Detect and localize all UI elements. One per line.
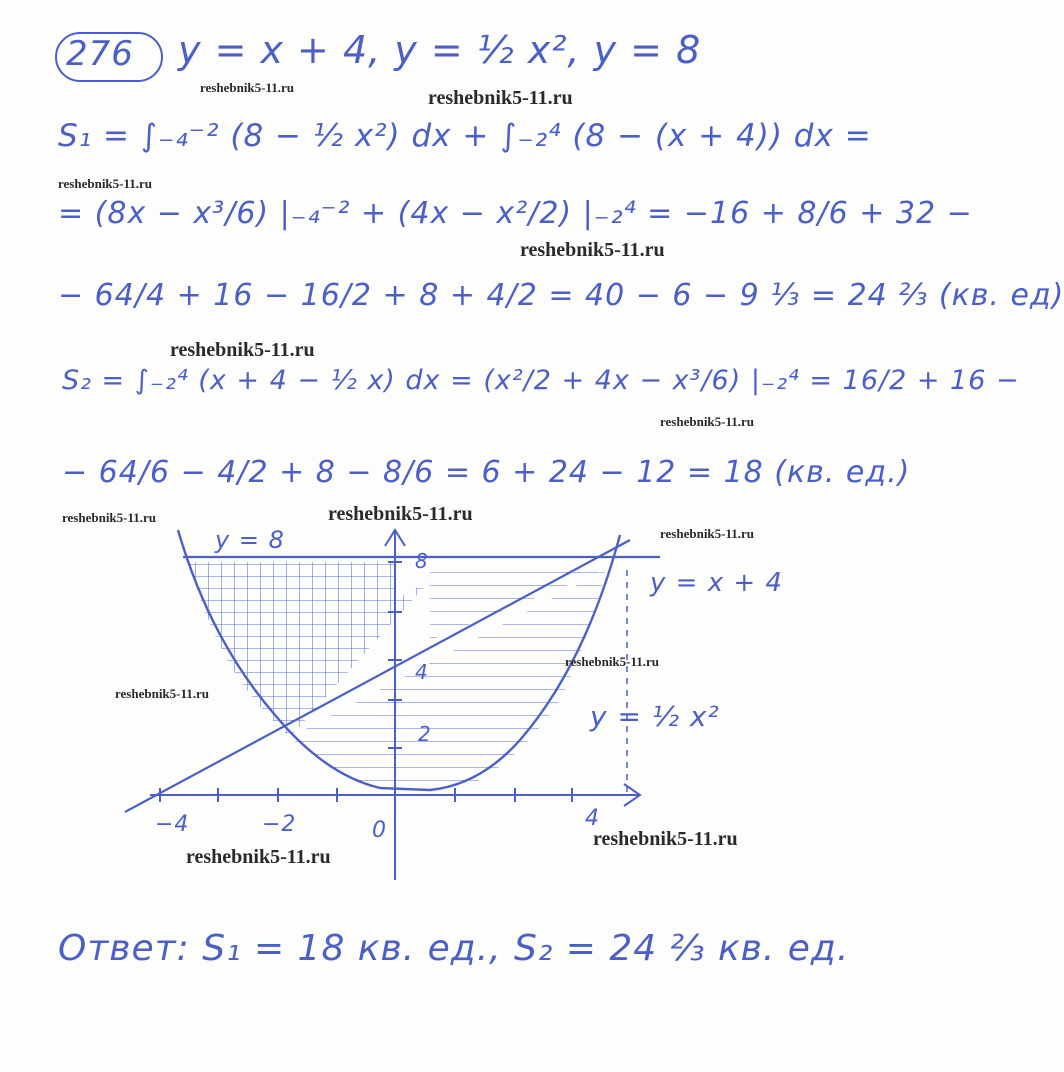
y-tick-label-4: 4 <box>415 660 429 684</box>
watermark: reshebnik5-11.ru <box>328 503 473 525</box>
solution-line-2: = (8x − x³/6) |₋₄⁻² + (4x − x²/2) |₋₂⁴ = −16 + 8/6 + 32 − <box>58 196 973 231</box>
y-tick-label-8: 8 <box>415 549 429 573</box>
watermark: reshebnik5-11.ru <box>520 239 665 261</box>
solution-line-4: S₂ = ∫₋₂⁴ (x + 4 − ½ x) dx = (x²/2 + 4x − x³/6) |₋₂⁴ = 16/2 + 16 − <box>62 365 1020 396</box>
solution-line-1: S₁ = ∫₋₄⁻² (8 − ½ x²) dx + ∫₋₂⁴ (8 − (x + 4)) dx = <box>58 118 872 154</box>
x-tick-label-0: 0 <box>372 818 387 843</box>
label-y8: y = 8 <box>215 526 285 554</box>
watermark: reshebnik5-11.ru <box>115 686 210 701</box>
solution-line-3: − 64/4 + 16 − 16/2 + 8 + 4/2 = 40 − 6 − 9 ⅓ = 24 ⅔ (кв. ед) <box>58 278 1064 313</box>
problem-equations: y = x + 4, y = ½ x², y = 8 <box>178 28 702 72</box>
solution-line-5: − 64/6 − 4/2 + 8 − 8/6 = 6 + 24 − 12 = 18 (кв. ед.) <box>62 455 911 490</box>
watermark: reshebnik5-11.ru <box>58 176 153 191</box>
y-tick-label-2: 2 <box>418 722 432 746</box>
problem-number: 276 <box>66 34 134 74</box>
watermark: reshebnik5-11.ru <box>62 510 157 525</box>
watermark: reshebnik5-11.ru <box>186 846 331 868</box>
x-tick-label-4: 4 <box>585 806 600 831</box>
answer: Ответ: S₁ = 18 кв. ед., S₂ = 24 ⅔ кв. ед. <box>58 928 850 969</box>
label-parabola: y = ½ x² <box>590 700 720 733</box>
x-tick-label-neg2: −2 <box>262 812 297 837</box>
label-line: y = x + 4 <box>650 568 783 598</box>
watermark: reshebnik5-11.ru <box>428 87 573 109</box>
watermark: reshebnik5-11.ru <box>660 414 755 429</box>
x-tick-label-neg4: −4 <box>155 812 190 837</box>
watermark: reshebnik5-11.ru <box>200 80 295 95</box>
watermark: reshebnik5-11.ru <box>170 339 315 361</box>
watermark: reshebnik5-11.ru <box>565 654 660 669</box>
watermark: reshebnik5-11.ru <box>660 526 755 541</box>
watermark: reshebnik5-11.ru <box>593 828 738 850</box>
